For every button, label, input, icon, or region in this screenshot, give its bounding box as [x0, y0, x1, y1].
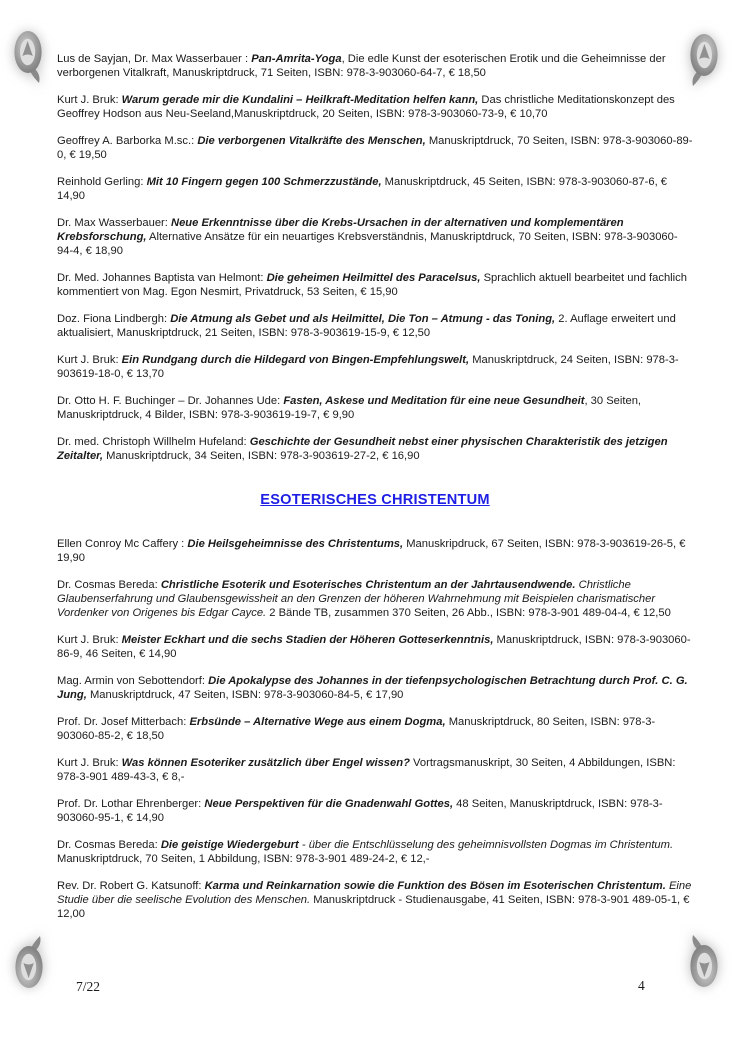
entry-text: Manuskriptdruck, ISBN: 978-3-903060-86-9, 46 Seiten, € 14,90	[57, 634, 691, 660]
catalog-entry	[57, 633, 693, 661]
entry-title: Die Atmung als Gebet und als Heilmittel, Die Ton – Atmung - das Toning,	[170, 313, 556, 325]
catalog-entry	[57, 93, 693, 121]
entry-text: Kurt J. Bruk:	[57, 354, 122, 366]
catalog-entry	[57, 312, 693, 340]
entry-text: 2 Bände TB, zusammen 370 Seiten, 26 Abb., ISBN: 978-3-901 489-04-4, € 12,50	[266, 607, 671, 619]
corner-ornament-top-left	[14, 29, 44, 83]
entry-title: Die Heilsgeheimnisse des Christentums,	[187, 538, 404, 550]
spiral-shell-icon	[15, 936, 45, 990]
entry-title: Pan-Amrita-Yoga	[251, 53, 342, 65]
section-heading-esoterisches-christentum[interactable]: ESOTERISCHES CHRISTENTUM	[260, 492, 490, 508]
catalog-entry	[57, 674, 693, 702]
entries-section-esoteric-christianity	[57, 537, 693, 921]
catalog-entry	[57, 271, 693, 299]
entry-title: Neue Perspektiven für die Gnadenwahl Gottes,	[204, 798, 454, 810]
entry-text: Dr. Med. Johannes Baptista van Helmont:	[57, 272, 267, 284]
catalog-entry	[57, 578, 693, 620]
entry-text: Sprachlich aktuell bearbeitet und fachlich kommentiert von Mag. Egon Nesmirt, Privatdruck, 53 Seiten, € 15,90	[57, 272, 687, 298]
entries-section-health	[57, 52, 693, 463]
entry-text: Manuskriptdruck, 24 Seiten, ISBN: 978-3-903619-18-0, € 13,70	[57, 354, 679, 380]
catalog-entry	[57, 756, 693, 784]
entry-text: Rev. Dr. Robert G. Katsunoff:	[57, 880, 205, 892]
entry-text: Dr. med. Christoph Willhelm Hufeland:	[57, 436, 250, 448]
entry-title: Die geistige Wiedergeburt	[160, 839, 299, 851]
entry-text: Dr. Max Wasserbauer:	[57, 217, 171, 229]
entry-text: 48 Seiten, Manuskriptdruck, ISBN: 978-3-903060-95-1, € 14,90	[57, 798, 663, 824]
entry-text: Kurt J. Bruk:	[57, 634, 122, 646]
catalog-entry	[57, 435, 693, 463]
corner-ornament-bottom-left	[15, 936, 45, 990]
entry-text: Kurt J. Bruk:	[57, 94, 122, 106]
entry-text: Manuskriptdruck, 70 Seiten, ISBN: 978-3-903060-89-0, € 19,50	[57, 135, 693, 161]
catalog-entry	[57, 797, 693, 825]
entry-title: Karma und Reinkarnation sowie die Funktion des Bösen im Esoterischen Christentum.	[204, 880, 666, 892]
entry-text: Manuskriptdruck, 45 Seiten, ISBN: 978-3-903060-87-6, € 14,90	[57, 176, 668, 202]
entry-text: Reinhold Gerling:	[57, 176, 147, 188]
catalog-entry	[57, 394, 693, 422]
entry-text: Dr. Cosmas Bereda:	[57, 839, 161, 851]
entry-subtitle: Eine Studie über die seelische Evolution des Menschen.	[57, 880, 692, 906]
entry-text: Doz. Fiona Lindbergh:	[57, 313, 171, 325]
entry-text: Ellen Conroy Mc Caffery :	[57, 538, 188, 550]
entry-text: Manuskriptdruck, 47 Seiten, ISBN: 978-3-903060-84-5, € 17,90	[86, 689, 404, 701]
catalog-entry	[57, 537, 693, 565]
catalog-entry	[57, 353, 693, 381]
entry-title: Meister Eckhart und die sechs Stadien der Höheren Gotteserkenntnis,	[121, 634, 494, 646]
entry-title: Mit 10 Fingern gegen 100 Schmerzzustände,	[146, 176, 382, 188]
footer-page-number: 4	[638, 978, 645, 993]
entry-text: Manuskriptdruck, 80 Seiten, ISBN: 978-3-903060-85-2, € 18,50	[57, 716, 656, 742]
catalog-entry	[57, 715, 693, 743]
entry-title: Ein Rundgang durch die Hildegard von Bingen-Empfehlungswelt,	[121, 354, 470, 366]
catalog-entry	[57, 175, 693, 203]
entry-subtitle: - über die Entschlüsselung des geheimnisvollsten Dogmas im Christentum.	[298, 839, 674, 851]
catalog-entry	[57, 52, 693, 80]
entry-text: Dr. Cosmas Bereda:	[57, 579, 161, 591]
catalog-entry	[57, 838, 693, 866]
footer-page-fraction: 7/22	[76, 979, 101, 994]
spiral-shell-icon	[14, 29, 44, 83]
entry-title: Neue Erkenntnisse über die Krebs-Ursachen in der alternativen und komplementären Krebsforschung,	[57, 217, 624, 243]
entry-title: Geschichte der Gesundheit nebst einer physischen Charakteristik des jetzigen Zeitalter,	[57, 436, 668, 462]
entry-text: Alternative Ansätze für ein neuartiges Krebsverständnis, Manuskriptdruck, 70 Seiten, ISBN: 978-3-903060-94-4, € 18,90	[57, 231, 678, 257]
entry-text: Prof. Dr. Josef Mitterbach:	[57, 716, 190, 728]
entry-text: Prof. Dr. Lothar Ehrenberger:	[57, 798, 205, 810]
entry-text: Vortragsmanuskript, 30 Seiten, 4 Abbildungen, ISBN: 978-3-901 489-43-3, € 8,-	[57, 757, 676, 783]
entry-text: Manuskriptdruck - Studienausgabe, 41 Seiten, ISBN: 978-3-901 489-05-1, € 12,00	[57, 894, 690, 920]
entry-text: , 30 Seiten, Manuskriptdruck, 4 Bilder, ISBN: 978-3-903619-19-7, € 9,90	[57, 395, 642, 421]
catalog-entry	[57, 879, 693, 921]
entry-text: Geoffrey A. Barborka M.sc.:	[57, 135, 198, 147]
entry-text: Das christliche Meditationskonzept des Geoffrey Hodson aus Neu-Seeland,Manuskriptdruck, 20 Seiten, ISBN: 978-3-903060-73-9, € 10,70	[57, 94, 675, 120]
catalog-content	[57, 52, 693, 934]
entry-text: Lus de Sayjan, Dr. Max Wasserbauer :	[57, 53, 252, 65]
catalog-entry	[57, 216, 693, 258]
entry-text: Manuskriptdruck, 70 Seiten, 1 Abbildung, ISBN: 978-3-901 489-24-2, € 12,-	[57, 853, 430, 865]
catalog-entry	[57, 134, 693, 162]
entry-subtitle: Christliche Glaubenserfahrung und Glaubensgewissheit an den Grenzen der höheren Wahrnehmung mit Beispielen charismatischer Vordenker von Origenes bis Edgar Cayce.	[57, 579, 656, 619]
entry-title: Was können Esoteriker zusätzlich über Engel wissen?	[121, 757, 410, 769]
entry-text: Manuskriptdruck, 34 Seiten, ISBN: 978-3-903619-27-2, € 16,90	[103, 450, 420, 462]
entry-title: Die geheimen Heilmittel des Paracelsus,	[266, 272, 481, 284]
entry-title: Die verborgenen Vitalkräfte des Menschen,	[197, 135, 426, 147]
entry-text: Manuskripdruck, 67 Seiten, ISBN: 978-3-903619-26-5, € 19,90	[57, 538, 686, 564]
entry-title: Warum gerade mir die Kundalini – Heilkraft-Meditation helfen kann,	[121, 94, 479, 106]
entry-text: Mag. Armin von Sebottendorf:	[57, 675, 209, 687]
entry-text: Kurt J. Bruk:	[57, 757, 122, 769]
entry-text: 2. Auflage erweitert und aktualisiert, Manuskriptdruck, 21 Seiten, ISBN: 978-3-903619-15-9, € 12,50	[57, 313, 676, 339]
entry-title: Christliche Esoterik und Esoterisches Christentum an der Jahrtausendwende.	[160, 579, 576, 591]
entry-title: Die Apokalypse des Johannes in der tiefenpsychologischen Betrachtung durch Prof. C. G. Jung,	[57, 675, 688, 701]
entry-title: Fasten, Askese und Meditation für eine neue Gesundheit	[283, 395, 585, 407]
corner-ornament-bottom-right	[688, 935, 718, 989]
entry-text: Dr. Otto H. F. Buchinger – Dr. Johannes Ude:	[57, 395, 284, 407]
spiral-shell-icon	[688, 935, 718, 989]
entry-text: , Die edle Kunst der esoterischen Erotik und die Geheimnisse der verborgenen Vitalkraft, Manuskriptdruck, 71 Seiten, ISBN: 978-3-903060-64-7, € 18,50	[57, 53, 666, 79]
entry-title: Erbsünde – Alternative Wege aus einem Dogma,	[189, 716, 446, 728]
